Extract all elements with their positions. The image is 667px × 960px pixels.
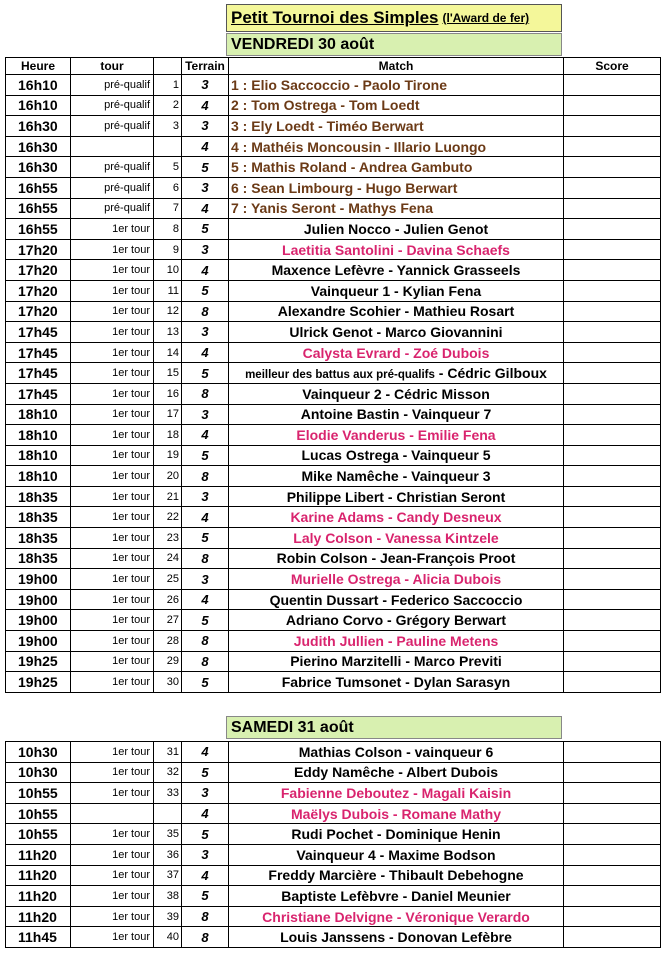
table-row: [6, 927, 661, 948]
match-score[interactable]: [564, 322, 661, 343]
match-number: 17: [154, 404, 182, 425]
match-round: 1er tour: [71, 219, 154, 240]
match-time: 17h45: [6, 363, 71, 384]
match-round: pré-qualif: [71, 198, 154, 219]
table-row: [6, 906, 661, 927]
match-court: 3: [182, 75, 229, 96]
match-players: 6 : Sean Limbourg - Hugo Berwart: [229, 177, 564, 198]
match-court: 3: [182, 404, 229, 425]
match-score[interactable]: [564, 906, 661, 927]
match-round: pré-qualif: [71, 95, 154, 116]
match-time: 18h35: [6, 548, 71, 569]
match-round: 1er tour: [71, 783, 154, 804]
match-number: 10: [154, 260, 182, 281]
match-time: 17h45: [6, 383, 71, 404]
match-players: Baptiste Lefèbvre - Daniel Meunier: [229, 886, 564, 907]
table-row: [6, 425, 661, 446]
match-number: 13: [154, 322, 182, 343]
match-court: 8: [182, 301, 229, 322]
match-number: 27: [154, 610, 182, 631]
match-score[interactable]: [564, 466, 661, 487]
match-round: 1er tour: [71, 425, 154, 446]
match-court: 4: [182, 803, 229, 824]
match-round: 1er tour: [71, 363, 154, 384]
match-time: 18h10: [6, 445, 71, 466]
match-time: 16h30: [6, 116, 71, 137]
match-court: 8: [182, 906, 229, 927]
match-time: 16h30: [6, 136, 71, 157]
match-court: 5: [182, 672, 229, 693]
match-round: 1er tour: [71, 631, 154, 652]
table-row: [6, 466, 661, 487]
match-number: 21: [154, 486, 182, 507]
match-number: 16: [154, 383, 182, 404]
match-number: 3: [154, 116, 182, 137]
match-score[interactable]: [564, 507, 661, 528]
match-score[interactable]: [564, 116, 661, 137]
match-court: 3: [182, 239, 229, 260]
match-number: 7: [154, 198, 182, 219]
match-court: 3: [182, 486, 229, 507]
match-time: 11h20: [6, 865, 71, 886]
match-players: Laetitia Santolini - Davina Schaefs: [229, 239, 564, 260]
match-number: 38: [154, 886, 182, 907]
match-court: 5: [182, 528, 229, 549]
match-time: 19h25: [6, 651, 71, 672]
match-time: 16h10: [6, 95, 71, 116]
match-round: pré-qualif: [71, 75, 154, 96]
day-header-friday: VENDREDI 30 août: [226, 33, 562, 56]
match-time: 11h20: [6, 844, 71, 865]
match-time: 19h00: [6, 589, 71, 610]
match-score[interactable]: [564, 672, 661, 693]
table-row: [6, 177, 661, 198]
match-number: 32: [154, 762, 182, 783]
match-round: 1er tour: [71, 466, 154, 487]
match-court: 8: [182, 383, 229, 404]
match-time: 18h10: [6, 466, 71, 487]
match-players: Freddy Marcière - Thibault Debehogne: [229, 865, 564, 886]
match-round: 1er tour: [71, 486, 154, 507]
table-row: [6, 342, 661, 363]
match-court: 3: [182, 569, 229, 590]
match-round: 1er tour: [71, 742, 154, 763]
table-row: [6, 886, 661, 907]
table-row: [6, 445, 661, 466]
match-round: pré-qualif: [71, 177, 154, 198]
match-number: 20: [154, 466, 182, 487]
match-court: 5: [182, 157, 229, 178]
match-score[interactable]: [564, 548, 661, 569]
match-round: 1er tour: [71, 342, 154, 363]
match-number: 14: [154, 342, 182, 363]
match-court: 4: [182, 865, 229, 886]
match-number: 33: [154, 783, 182, 804]
match-score[interactable]: [564, 425, 661, 446]
match-score[interactable]: [564, 783, 661, 804]
match-time: 11h20: [6, 886, 71, 907]
match-players: Ulrick Genot - Marco Giovannini: [229, 322, 564, 343]
table-row: [6, 157, 661, 178]
match-time: 19h00: [6, 569, 71, 590]
match-players-note: meilleur des battus aux pré-qualifs: [245, 369, 435, 382]
match-time: 19h00: [6, 610, 71, 631]
match-court: 4: [182, 507, 229, 528]
table-row: [6, 631, 661, 652]
match-time: 18h10: [6, 404, 71, 425]
match-round: 1er tour: [71, 906, 154, 927]
match-time: 17h45: [6, 322, 71, 343]
match-round: [71, 803, 154, 824]
match-round: 1er tour: [71, 322, 154, 343]
match-players-text: - Cédric Gilboux: [434, 365, 547, 382]
tournament-title: [226, 4, 562, 32]
header-heure: Heure: [6, 58, 71, 75]
match-court: 8: [182, 548, 229, 569]
match-round: pré-qualif: [71, 116, 154, 137]
match-players: Maëlys Dubois - Romane Mathy: [229, 803, 564, 824]
match-time: 16h55: [6, 219, 71, 240]
match-court: 4: [182, 136, 229, 157]
match-round: pré-qualif: [71, 157, 154, 178]
match-time: 17h20: [6, 280, 71, 301]
match-round: 1er tour: [71, 927, 154, 948]
match-score[interactable]: [564, 383, 661, 404]
match-score[interactable]: [564, 404, 661, 425]
match-players: 3 : Ely Loedt - Timéo Berwart: [229, 116, 564, 137]
match-number: 36: [154, 844, 182, 865]
match-court: 5: [182, 445, 229, 466]
match-court: 4: [182, 425, 229, 446]
header-terrain: Terrain: [182, 58, 229, 75]
match-players: Vainqueur 4 - Maxime Bodson: [229, 844, 564, 865]
table-row: [6, 486, 661, 507]
match-court: 4: [182, 260, 229, 281]
match-number: 12: [154, 301, 182, 322]
match-time: 16h10: [6, 75, 71, 96]
match-players: [229, 363, 564, 384]
match-players: Eddy Namêche - Albert Dubois: [229, 762, 564, 783]
match-time: 10h55: [6, 803, 71, 824]
match-players: Louis Janssens - Donovan Lefèbre: [229, 927, 564, 948]
match-court: 5: [182, 824, 229, 845]
match-players: Rudi Pochet - Dominique Henin: [229, 824, 564, 845]
header-match: Match: [229, 58, 564, 75]
match-time: 18h35: [6, 486, 71, 507]
match-number: 26: [154, 589, 182, 610]
table-row: [6, 404, 661, 425]
match-court: 8: [182, 927, 229, 948]
match-players: 5 : Mathis Roland - Andrea Gambuto: [229, 157, 564, 178]
match-score[interactable]: [564, 342, 661, 363]
match-score[interactable]: [564, 198, 661, 219]
match-number: 5: [154, 157, 182, 178]
table-row: [6, 301, 661, 322]
table-row: [6, 363, 661, 384]
match-court: 8: [182, 631, 229, 652]
match-score[interactable]: [564, 762, 661, 783]
match-players: Adriano Corvo - Grégory Berwart: [229, 610, 564, 631]
match-score[interactable]: [564, 742, 661, 763]
match-round: 1er tour: [71, 672, 154, 693]
match-score[interactable]: [564, 569, 661, 590]
match-number: 6: [154, 177, 182, 198]
match-number: 37: [154, 865, 182, 886]
table-row: [6, 239, 661, 260]
match-court: 3: [182, 322, 229, 343]
match-round: 1er tour: [71, 404, 154, 425]
match-round: 1er tour: [71, 569, 154, 590]
match-score[interactable]: [564, 280, 661, 301]
match-score[interactable]: [564, 95, 661, 116]
table-row: [6, 280, 661, 301]
match-court: 8: [182, 651, 229, 672]
table-row: [6, 865, 661, 886]
match-court: 5: [182, 886, 229, 907]
match-players: Fabienne Deboutez - Magali Kaisin: [229, 783, 564, 804]
match-score[interactable]: [564, 301, 661, 322]
match-score[interactable]: [564, 651, 661, 672]
match-number: 39: [154, 906, 182, 927]
match-round: 1er tour: [71, 865, 154, 886]
match-players: Elodie Vanderus - Emilie Fena: [229, 425, 564, 446]
match-players: Calysta Evrard - Zoé Dubois: [229, 342, 564, 363]
match-players: 2 : Tom Ostrega - Tom Loedt: [229, 95, 564, 116]
match-round: 1er tour: [71, 528, 154, 549]
match-time: 10h55: [6, 824, 71, 845]
match-number: [154, 803, 182, 824]
match-time: 10h55: [6, 783, 71, 804]
match-time: 10h30: [6, 742, 71, 763]
match-score[interactable]: [564, 528, 661, 549]
match-number: 35: [154, 824, 182, 845]
table-row: [6, 610, 661, 631]
match-number: 40: [154, 927, 182, 948]
match-time: 19h25: [6, 672, 71, 693]
table-row: [6, 824, 661, 845]
match-players: 4 : Mathéis Moncousin - Illario Luongo: [229, 136, 564, 157]
match-score[interactable]: [564, 136, 661, 157]
match-number: 25: [154, 569, 182, 590]
match-court: 5: [182, 762, 229, 783]
match-time: 16h55: [6, 198, 71, 219]
match-time: 19h00: [6, 631, 71, 652]
match-number: 18: [154, 425, 182, 446]
match-score[interactable]: [564, 445, 661, 466]
match-number: 15: [154, 363, 182, 384]
match-players: Murielle Ostrega - Alicia Dubois: [229, 569, 564, 590]
match-time: 18h10: [6, 425, 71, 446]
match-score[interactable]: [564, 157, 661, 178]
table-row: [6, 322, 661, 343]
match-court: 3: [182, 844, 229, 865]
match-number: 2: [154, 95, 182, 116]
schedule-table-friday: [5, 57, 661, 693]
table-row: [6, 260, 661, 281]
match-round: 1er tour: [71, 610, 154, 631]
match-number: 1: [154, 75, 182, 96]
match-players: Vainqueur 2 - Cédric Misson: [229, 383, 564, 404]
match-score[interactable]: [564, 239, 661, 260]
match-players: Karine Adams - Candy Desneux: [229, 507, 564, 528]
match-court: 5: [182, 363, 229, 384]
match-round: 1er tour: [71, 445, 154, 466]
match-players: Fabrice Tumsonet - Dylan Sarasyn: [229, 672, 564, 693]
title-main: Petit Tournoi des Simples: [231, 8, 439, 27]
match-number: 19: [154, 445, 182, 466]
match-round: 1er tour: [71, 239, 154, 260]
table-row: [6, 219, 661, 240]
match-time: 11h45: [6, 927, 71, 948]
table-row: [6, 589, 661, 610]
match-round: 1er tour: [71, 589, 154, 610]
match-time: 18h35: [6, 528, 71, 549]
match-players: Alexandre Scohier - Mathieu Rosart: [229, 301, 564, 322]
match-score[interactable]: [564, 844, 661, 865]
match-number: 9: [154, 239, 182, 260]
match-round: 1er tour: [71, 507, 154, 528]
header-score: Score: [564, 58, 661, 75]
match-number: [154, 136, 182, 157]
header-tour: tour: [71, 58, 154, 75]
match-round: 1er tour: [71, 280, 154, 301]
match-score[interactable]: [564, 363, 661, 384]
match-court: 3: [182, 177, 229, 198]
match-score[interactable]: [564, 631, 661, 652]
match-court: 5: [182, 280, 229, 301]
match-number: 22: [154, 507, 182, 528]
table-row: [6, 548, 661, 569]
match-round: 1er tour: [71, 548, 154, 569]
match-number: 28: [154, 631, 182, 652]
match-players: Judith Jullien - Pauline Metens: [229, 631, 564, 652]
match-court: 3: [182, 116, 229, 137]
match-score[interactable]: [564, 75, 661, 96]
match-court: 4: [182, 95, 229, 116]
table-row: [6, 383, 661, 404]
match-round: 1er tour: [71, 886, 154, 907]
match-score[interactable]: [564, 824, 661, 845]
match-court: 4: [182, 742, 229, 763]
match-number: 30: [154, 672, 182, 693]
match-players: Vainqueur 1 - Kylian Fena: [229, 280, 564, 301]
match-time: 16h30: [6, 157, 71, 178]
match-round: 1er tour: [71, 651, 154, 672]
match-score[interactable]: [564, 589, 661, 610]
match-time: 17h20: [6, 301, 71, 322]
match-time: 17h45: [6, 342, 71, 363]
table-row: [6, 116, 661, 137]
match-score[interactable]: [564, 219, 661, 240]
day-header-saturday: SAMEDI 31 août: [226, 716, 562, 739]
match-number: 23: [154, 528, 182, 549]
table-row: [6, 569, 661, 590]
match-score[interactable]: [564, 886, 661, 907]
match-court: 5: [182, 219, 229, 240]
table-header-row: [6, 58, 661, 75]
match-round: [71, 136, 154, 157]
match-score[interactable]: [564, 260, 661, 281]
match-number: 31: [154, 742, 182, 763]
table-row: [6, 136, 661, 157]
match-court: 4: [182, 198, 229, 219]
match-number: 11: [154, 280, 182, 301]
match-time: 11h20: [6, 906, 71, 927]
match-players: Pierino Marzitelli - Marco Previti: [229, 651, 564, 672]
table-row: [6, 844, 661, 865]
table-row: [6, 507, 661, 528]
match-court: 4: [182, 589, 229, 610]
match-number: 24: [154, 548, 182, 569]
table-row: [6, 672, 661, 693]
table-row: [6, 75, 661, 96]
match-court: 4: [182, 342, 229, 363]
match-court: 8: [182, 466, 229, 487]
match-players: Laly Colson - Vanessa Kintzele: [229, 528, 564, 549]
match-players: Quentin Dussart - Federico Saccoccio: [229, 589, 564, 610]
match-players: Maxence Lefèvre - Yannick Grasseels: [229, 260, 564, 281]
match-score[interactable]: [564, 865, 661, 886]
match-court: 5: [182, 610, 229, 631]
table-row: [6, 803, 661, 824]
match-round: 1er tour: [71, 301, 154, 322]
match-players: Mike Namêche - Vainqueur 3: [229, 466, 564, 487]
match-score[interactable]: [564, 177, 661, 198]
match-time: 16h55: [6, 177, 71, 198]
header-num: [154, 58, 182, 75]
match-players: Philippe Libert - Christian Seront: [229, 486, 564, 507]
match-time: 17h20: [6, 239, 71, 260]
match-court: 3: [182, 783, 229, 804]
match-time: 17h20: [6, 260, 71, 281]
match-round: 1er tour: [71, 383, 154, 404]
match-round: 1er tour: [71, 824, 154, 845]
table-row: [6, 95, 661, 116]
match-score[interactable]: [564, 610, 661, 631]
table-row: [6, 762, 661, 783]
table-row: [6, 528, 661, 549]
match-time: 18h35: [6, 507, 71, 528]
match-players: Antoine Bastin - Vainqueur 7: [229, 404, 564, 425]
table-row: [6, 742, 661, 763]
match-time: 10h30: [6, 762, 71, 783]
table-row: [6, 783, 661, 804]
match-players: Julien Nocco - Julien Genot: [229, 219, 564, 240]
match-players: 7 : Yanis Seront - Mathys Fena: [229, 198, 564, 219]
table-row: [6, 198, 661, 219]
match-players: Christiane Delvigne - Véronique Verardo: [229, 906, 564, 927]
table-row: [6, 651, 661, 672]
match-round: 1er tour: [71, 260, 154, 281]
title-subtitle: (l'Award de fer): [442, 11, 530, 25]
match-players: Robin Colson - Jean-François Proot: [229, 548, 564, 569]
match-score[interactable]: [564, 486, 661, 507]
match-score[interactable]: [564, 927, 661, 948]
match-number: 8: [154, 219, 182, 240]
match-round: 1er tour: [71, 844, 154, 865]
schedule-table-saturday: [5, 741, 661, 948]
match-players: Lucas Ostrega - Vainqueur 5: [229, 445, 564, 466]
match-players: 1 : Elio Saccoccio - Paolo Tirone: [229, 75, 564, 96]
match-round: 1er tour: [71, 762, 154, 783]
match-players: Mathias Colson - vainqueur 6: [229, 742, 564, 763]
match-score[interactable]: [564, 803, 661, 824]
match-number: 29: [154, 651, 182, 672]
